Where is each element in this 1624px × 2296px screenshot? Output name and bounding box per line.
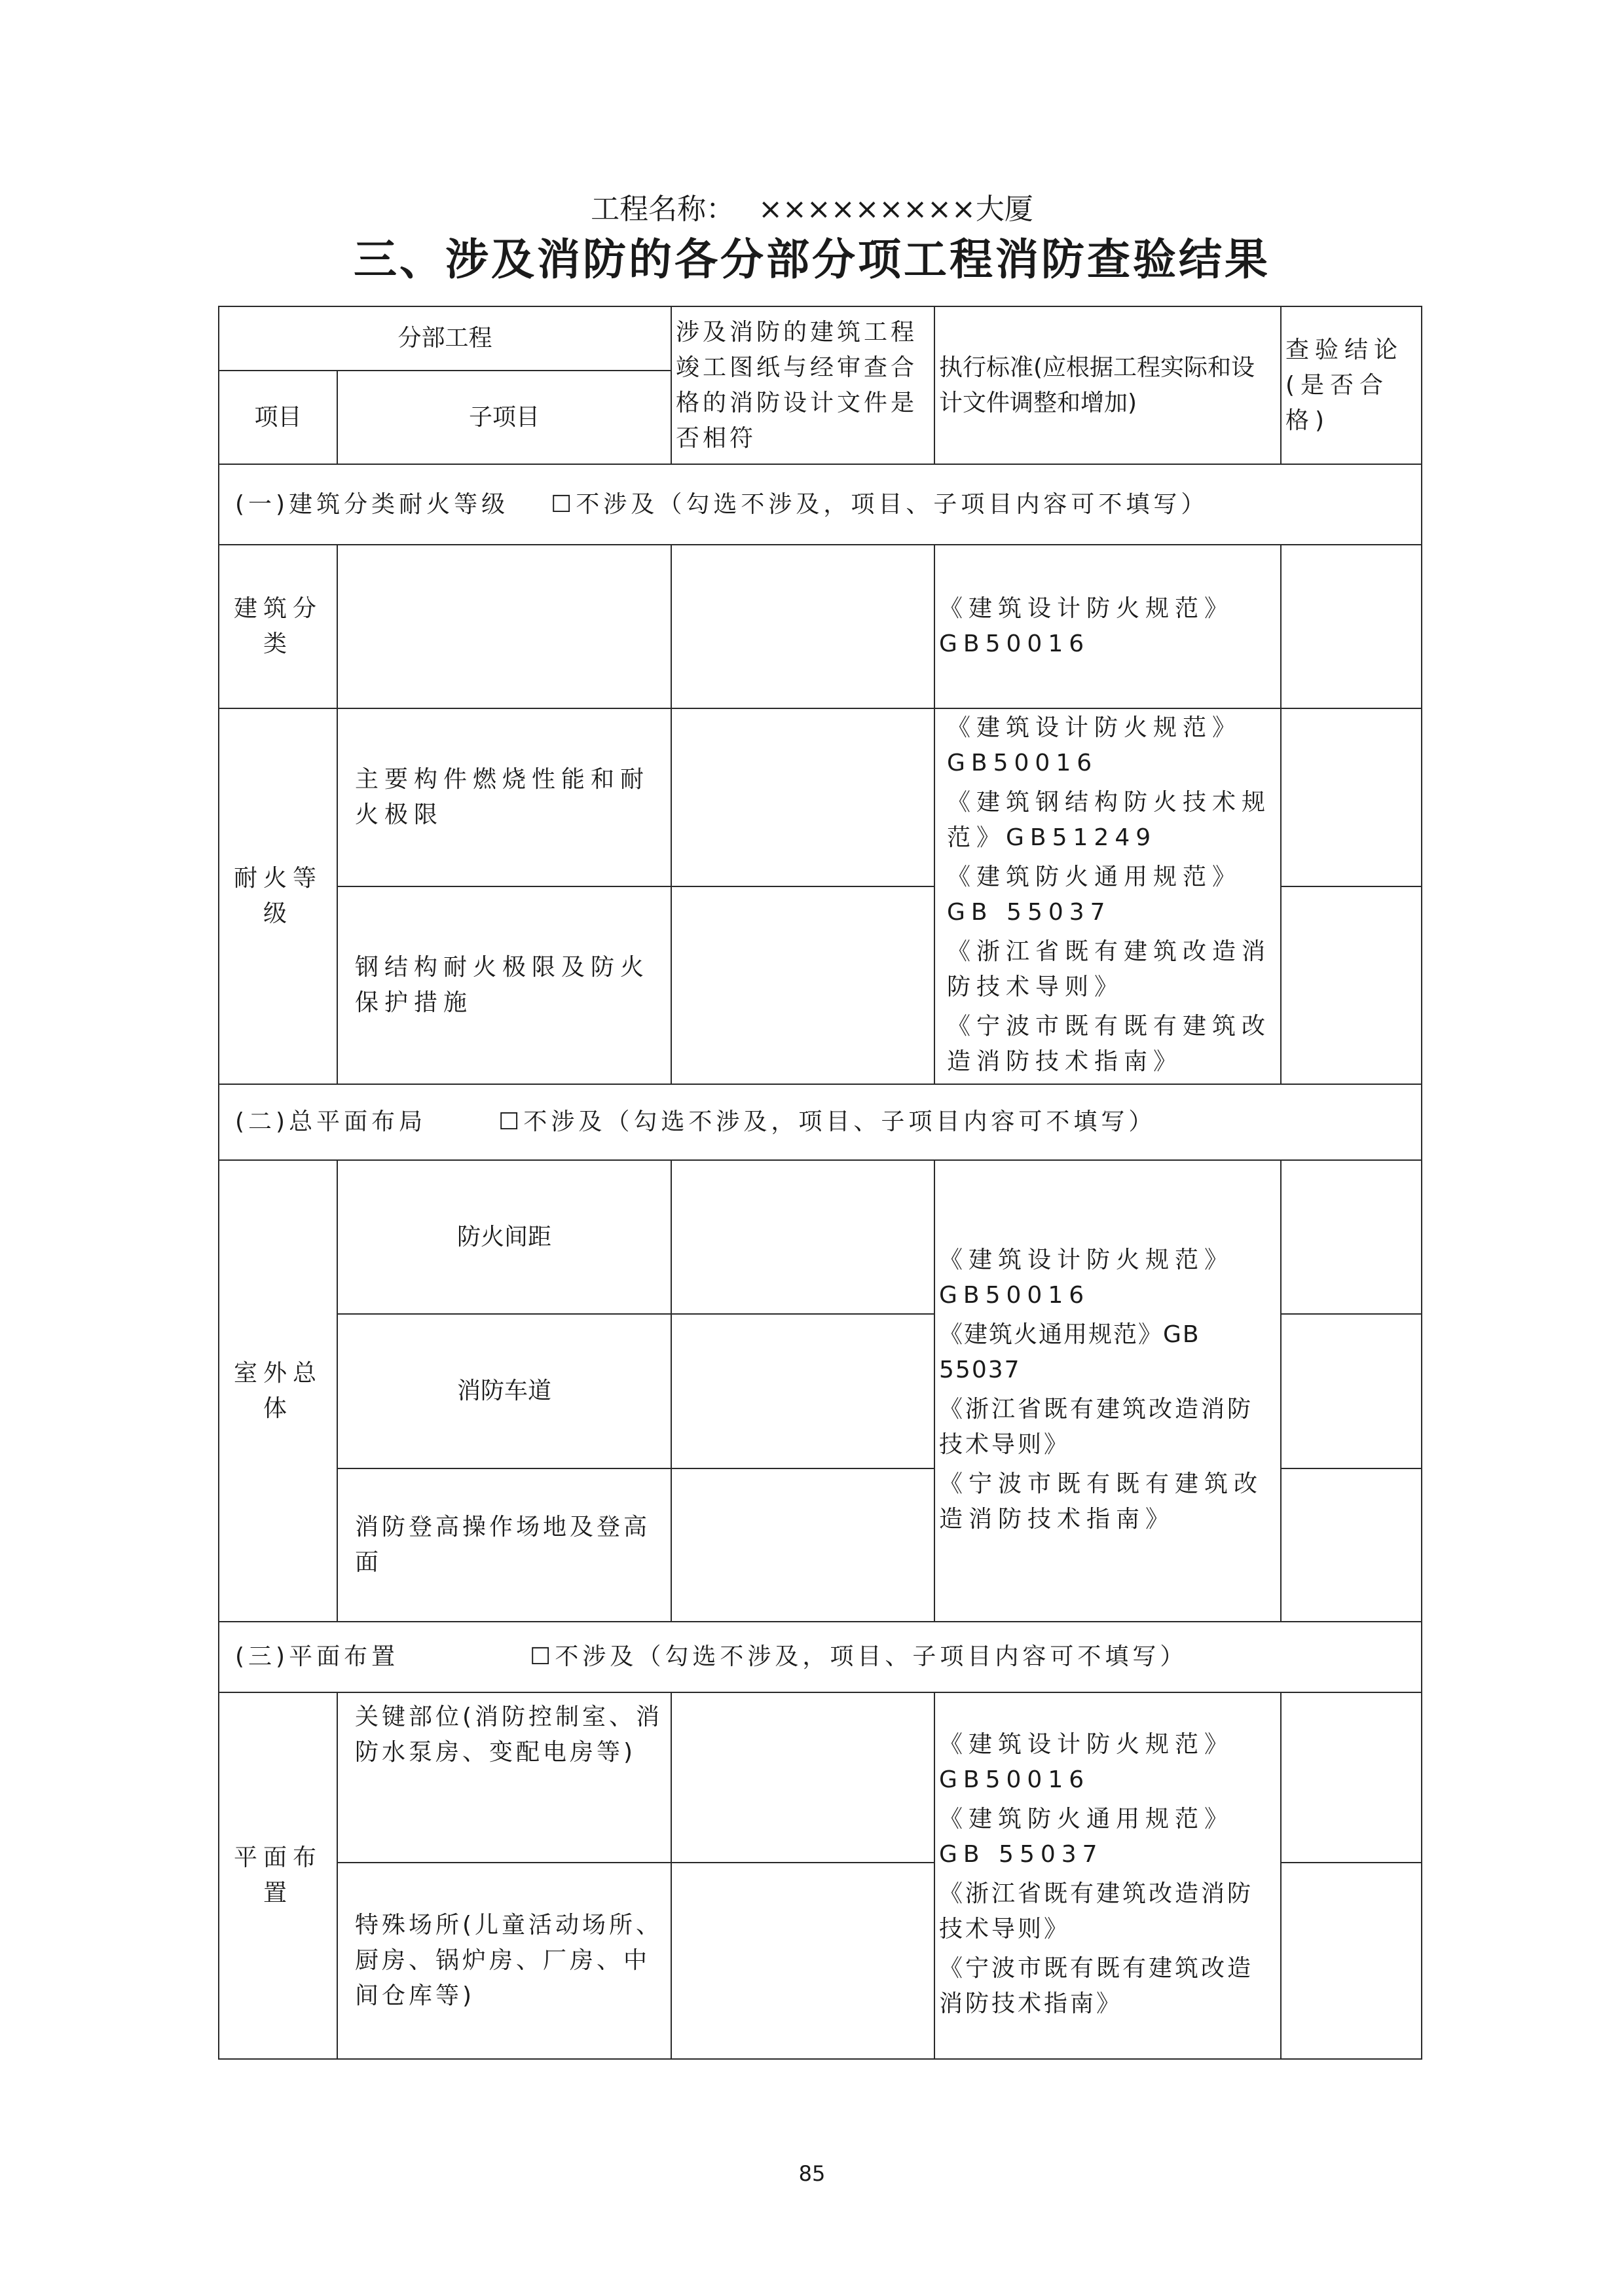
subitem-component-fire-performance: 主要构件燃烧性能和耐火极限 [337, 708, 671, 886]
standard-line: 《浙江省既有建筑改造消防技术导则》 [947, 938, 1272, 1000]
standard-cell-site-layout [934, 1160, 1281, 1622]
project-name-label: 工程名称： [591, 192, 735, 226]
section-1-not-applicable-checkbox[interactable]: ☐不涉及（勾选不涉及，项目、子项目内容可不填写） [551, 490, 1209, 518]
drawings-cell[interactable] [671, 545, 934, 708]
standard-line: 《建筑防火通用规范》GB 55037 [947, 864, 1242, 926]
drawings-cell[interactable] [671, 708, 934, 886]
header-col-group: 分部工程 [219, 306, 671, 371]
section-1-heading [219, 464, 1422, 545]
conclusion-cell[interactable] [1281, 1692, 1422, 1863]
subitem-key-rooms: 关键部位(消防控制室、消防水泵房、变配电房等) [337, 1692, 671, 1863]
project-name [0, 190, 1624, 229]
conclusion-cell[interactable] [1281, 1863, 1422, 2059]
conclusion-cell[interactable] [1281, 708, 1422, 886]
section-2-heading [219, 1084, 1422, 1160]
conclusion-cell[interactable] [1281, 1468, 1422, 1622]
standard-cell: 《建筑设计防火规范》GB50016 [934, 545, 1281, 708]
standard-line: 《浙江省既有建筑改造消防技术导则》 [939, 1880, 1254, 1942]
item-fire-rating: 耐火等级 [219, 708, 337, 1084]
section-2-label: (二)总平面布局 [235, 1108, 427, 1135]
subitem-fire-lane: 消防车道 [337, 1314, 671, 1468]
subitem-special-places: 特殊场所(儿童活动场所、厨房、锅炉房、厂房、中间仓库等) [337, 1863, 671, 2059]
drawings-cell[interactable] [671, 1160, 934, 1314]
standard-line: 《建筑火通用规范》GB 55037 [939, 1321, 1200, 1383]
drawings-cell[interactable] [671, 1314, 934, 1468]
standard-line: 《宁波市既有既有建筑改造消防技术指南》 [939, 1470, 1264, 1533]
drawings-cell[interactable] [671, 1863, 934, 2059]
section-1-label: (一)建筑分类耐火等级 [235, 490, 509, 518]
section-3-heading [219, 1622, 1422, 1692]
section-2-not-applicable-checkbox[interactable]: ☐不涉及（勾选不涉及，项目、子项目内容可不填写） [498, 1108, 1156, 1135]
standard-line: 《建筑设计防火规范》GB50016 [947, 714, 1242, 776]
item-building-class: 建筑分类 [219, 545, 337, 708]
item-floor-layout: 平面布置 [219, 1692, 337, 2059]
subitem-rescue-platform: 消防登高操作场地及登高面 [337, 1468, 671, 1622]
conclusion-cell[interactable] [1281, 1160, 1422, 1314]
standard-line: 《建筑设计防火规范》GB50016 [939, 1731, 1234, 1793]
inspection-results-table [218, 306, 1422, 2060]
item-outdoor-general: 室外总体 [219, 1160, 337, 1622]
header-col-standard: 执行标准(应根据工程实际和设计文件调整和增加) [934, 306, 1281, 464]
standard-cell-fire-rating [934, 708, 1281, 1084]
subitem-cell [337, 545, 671, 708]
section-3-label: (三)平面布置 [235, 1643, 399, 1670]
drawings-cell[interactable] [671, 1692, 934, 1863]
conclusion-cell[interactable] [1281, 886, 1422, 1084]
standard-line: 《浙江省既有建筑改造消防技术导则》 [939, 1395, 1254, 1458]
standard-line: 《建筑设计防火规范》GB50016 [939, 1246, 1234, 1309]
drawings-cell[interactable] [671, 886, 934, 1084]
standard-line: 《宁波市既有既有建筑改造消防技术指南》 [947, 1013, 1272, 1075]
header-col-subitem: 子项目 [337, 371, 671, 464]
standard-line: 《宁波市既有既有建筑改造消防技术指南》 [939, 1955, 1254, 2017]
page-title: 三、涉及消防的各分部分项工程消防查验结果 [354, 234, 1270, 285]
subitem-fire-separation-distance: 防火间距 [337, 1160, 671, 1314]
page-number: 85 [798, 2161, 826, 2186]
standard-cell-floor-layout [934, 1692, 1281, 2059]
standard-line: 《建筑钢结构防火技术规范》GB51249 [947, 789, 1272, 851]
header-col-drawings: 涉及消防的建筑工程竣工图纸与经审查合格的消防设计文件是否相符 [671, 306, 934, 464]
drawings-cell[interactable] [671, 1468, 934, 1622]
header-col-conclusion: 查验结论(是否合格) [1281, 306, 1422, 464]
project-name-value: ×××××××××大厦 [758, 192, 1033, 226]
conclusion-cell[interactable] [1281, 545, 1422, 708]
conclusion-cell[interactable] [1281, 1314, 1422, 1468]
section-3-not-applicable-checkbox[interactable]: ☐不涉及（勾选不涉及，项目、子项目内容可不填写） [530, 1643, 1188, 1670]
header-col-item: 项目 [219, 371, 337, 464]
subitem-steel-fire-protection: 钢结构耐火极限及防火保护措施 [337, 886, 671, 1084]
standard-line: 《建筑防火通用规范》GB 55037 [939, 1806, 1234, 1868]
